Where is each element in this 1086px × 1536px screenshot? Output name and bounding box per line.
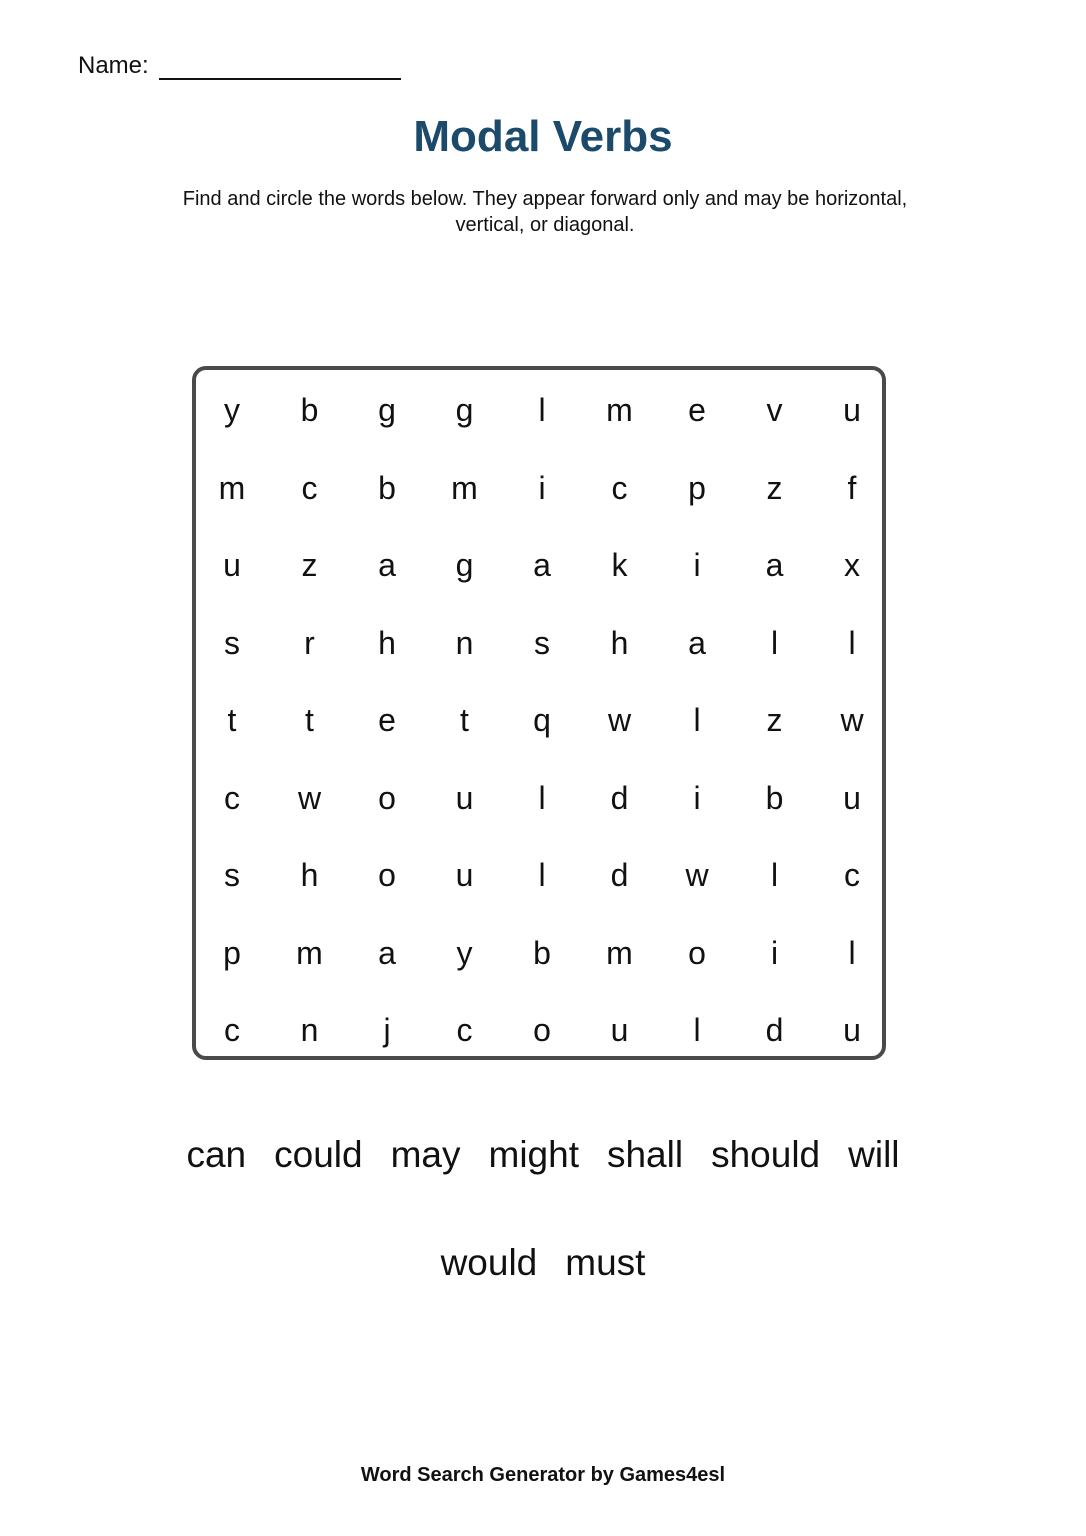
word-list-item: must [565, 1242, 646, 1283]
grid-cell[interactable]: z [766, 702, 783, 738]
grid-cell[interactable]: d [610, 857, 629, 893]
grid-cell[interactable]: d [765, 1012, 784, 1048]
grid-cell[interactable]: j [383, 1012, 391, 1048]
grid-cell[interactable]: s [224, 857, 240, 893]
grid-cell[interactable]: e [688, 392, 706, 428]
grid-cell[interactable]: u [610, 1012, 629, 1048]
grid-cell[interactable]: r [304, 624, 315, 661]
word-list-item: shall [606, 1134, 684, 1175]
grid-cell[interactable]: k [611, 547, 628, 583]
grid-cell[interactable]: g [455, 547, 474, 583]
grid-cell[interactable]: l [538, 779, 546, 816]
grid-cell[interactable]: u [843, 779, 861, 816]
grid-cell[interactable]: v [766, 392, 783, 428]
grid-cell[interactable]: a [378, 547, 396, 583]
grid-cell[interactable]: a [533, 547, 551, 583]
grid-cell[interactable]: n [300, 1012, 319, 1048]
word-list-row-2 [0, 1242, 1086, 1284]
grid-cell[interactable]: o [378, 857, 396, 893]
word-search-grid [194, 370, 894, 1070]
grid-cell[interactable]: m [606, 392, 633, 428]
grid-cell[interactable]: l [538, 857, 546, 893]
grid-cell[interactable]: m [606, 934, 633, 971]
grid-cell[interactable]: l [693, 1012, 701, 1048]
grid-cell[interactable]: c [224, 779, 240, 816]
grid-cell[interactable]: w [840, 702, 864, 738]
grid-cell[interactable]: s [224, 624, 240, 661]
grid-cell[interactable]: c [301, 469, 318, 506]
grid-cell[interactable]: u [455, 857, 474, 893]
grid-cell[interactable]: m [451, 469, 478, 506]
grid-cell[interactable]: l [848, 934, 856, 971]
grid-cell[interactable]: u [843, 1012, 861, 1048]
grid-cell[interactable]: d [610, 779, 629, 816]
instructions-line-2: vertical, or diagonal. [455, 214, 635, 236]
grid-cell[interactable]: m [296, 934, 323, 971]
grid-cell[interactable]: a [765, 547, 784, 583]
word-list-item: may [390, 1134, 461, 1175]
grid-cell[interactable]: f [847, 469, 857, 506]
grid-cell[interactable]: u [223, 547, 241, 583]
word-list-item: will [848, 1134, 900, 1175]
grid-cell[interactable]: e [378, 702, 396, 738]
grid-cell[interactable]: b [765, 779, 784, 816]
grid-cell[interactable]: p [688, 469, 706, 506]
grid-cell[interactable]: n [455, 624, 474, 661]
grid-cell[interactable]: c [224, 1012, 240, 1048]
grid-cell[interactable]: u [843, 392, 861, 428]
grid-cell[interactable]: c [844, 857, 860, 893]
word-list-item: would [440, 1242, 538, 1283]
grid-cell[interactable]: h [300, 857, 319, 893]
grid-cell[interactable]: l [770, 624, 779, 661]
grid-cell[interactable]: a [378, 934, 396, 971]
grid-cell[interactable]: z [301, 547, 318, 583]
instructions-line-1: Find and circle the words below. They appear forward only and may be horizontal, [182, 188, 908, 210]
page-title: Modal Verbs [413, 112, 673, 161]
grid-cell[interactable]: b [300, 392, 319, 428]
grid-cell[interactable]: a [688, 624, 706, 661]
name-field [78, 52, 401, 80]
grid-cell[interactable]: i [538, 469, 546, 506]
grid-cell[interactable]: x [844, 547, 860, 583]
grid-cell[interactable]: t [460, 702, 469, 738]
word-list-row-1 [0, 1134, 1086, 1176]
grid-cell[interactable]: o [378, 779, 396, 816]
word-list-item: can [186, 1134, 247, 1175]
word-list-item: should [711, 1134, 821, 1175]
footer-credit: Word Search Generator by Games4esl [360, 1464, 726, 1486]
grid-cell[interactable]: i [770, 934, 779, 971]
grid-cell[interactable]: h [610, 624, 629, 661]
grid-cell[interactable]: l [770, 857, 779, 893]
grid-cell[interactable]: q [533, 702, 551, 738]
grid-cell[interactable]: y [456, 934, 473, 971]
grid-cell[interactable]: t [305, 702, 314, 738]
grid-cell[interactable]: b [533, 934, 551, 971]
grid-cell[interactable]: i [693, 547, 701, 583]
instructions [140, 186, 950, 238]
grid-cell[interactable]: z [766, 469, 783, 506]
grid-cell[interactable]: y [224, 392, 240, 428]
grid-cell[interactable]: i [693, 779, 701, 816]
grid-cell[interactable]: l [848, 624, 856, 661]
grid-cell[interactable]: l [538, 392, 546, 428]
grid-cell[interactable]: p [223, 934, 241, 971]
grid-cell[interactable]: u [455, 779, 474, 816]
grid-cell[interactable]: t [227, 702, 237, 738]
grid-cell[interactable]: w [607, 702, 632, 738]
grid-cell[interactable]: h [378, 624, 396, 661]
name-label: Name: [78, 52, 149, 79]
grid-cell[interactable]: g [378, 392, 396, 428]
word-list-item: might [488, 1134, 579, 1175]
word-list-item: could [274, 1134, 363, 1175]
grid-cell[interactable]: g [455, 392, 474, 428]
name-blank-line [159, 52, 401, 80]
grid-cell[interactable]: c [611, 469, 628, 506]
grid-cell[interactable]: m [218, 469, 246, 506]
grid-cell[interactable]: s [534, 624, 550, 661]
grid-cell[interactable]: c [456, 1012, 473, 1048]
grid-cell[interactable]: w [297, 779, 322, 816]
grid-cell[interactable]: o [533, 1012, 551, 1048]
grid-cell[interactable]: o [688, 934, 706, 971]
grid-cell[interactable]: l [693, 702, 701, 738]
grid-cell[interactable]: w [685, 857, 709, 893]
grid-cell[interactable]: b [378, 469, 396, 506]
